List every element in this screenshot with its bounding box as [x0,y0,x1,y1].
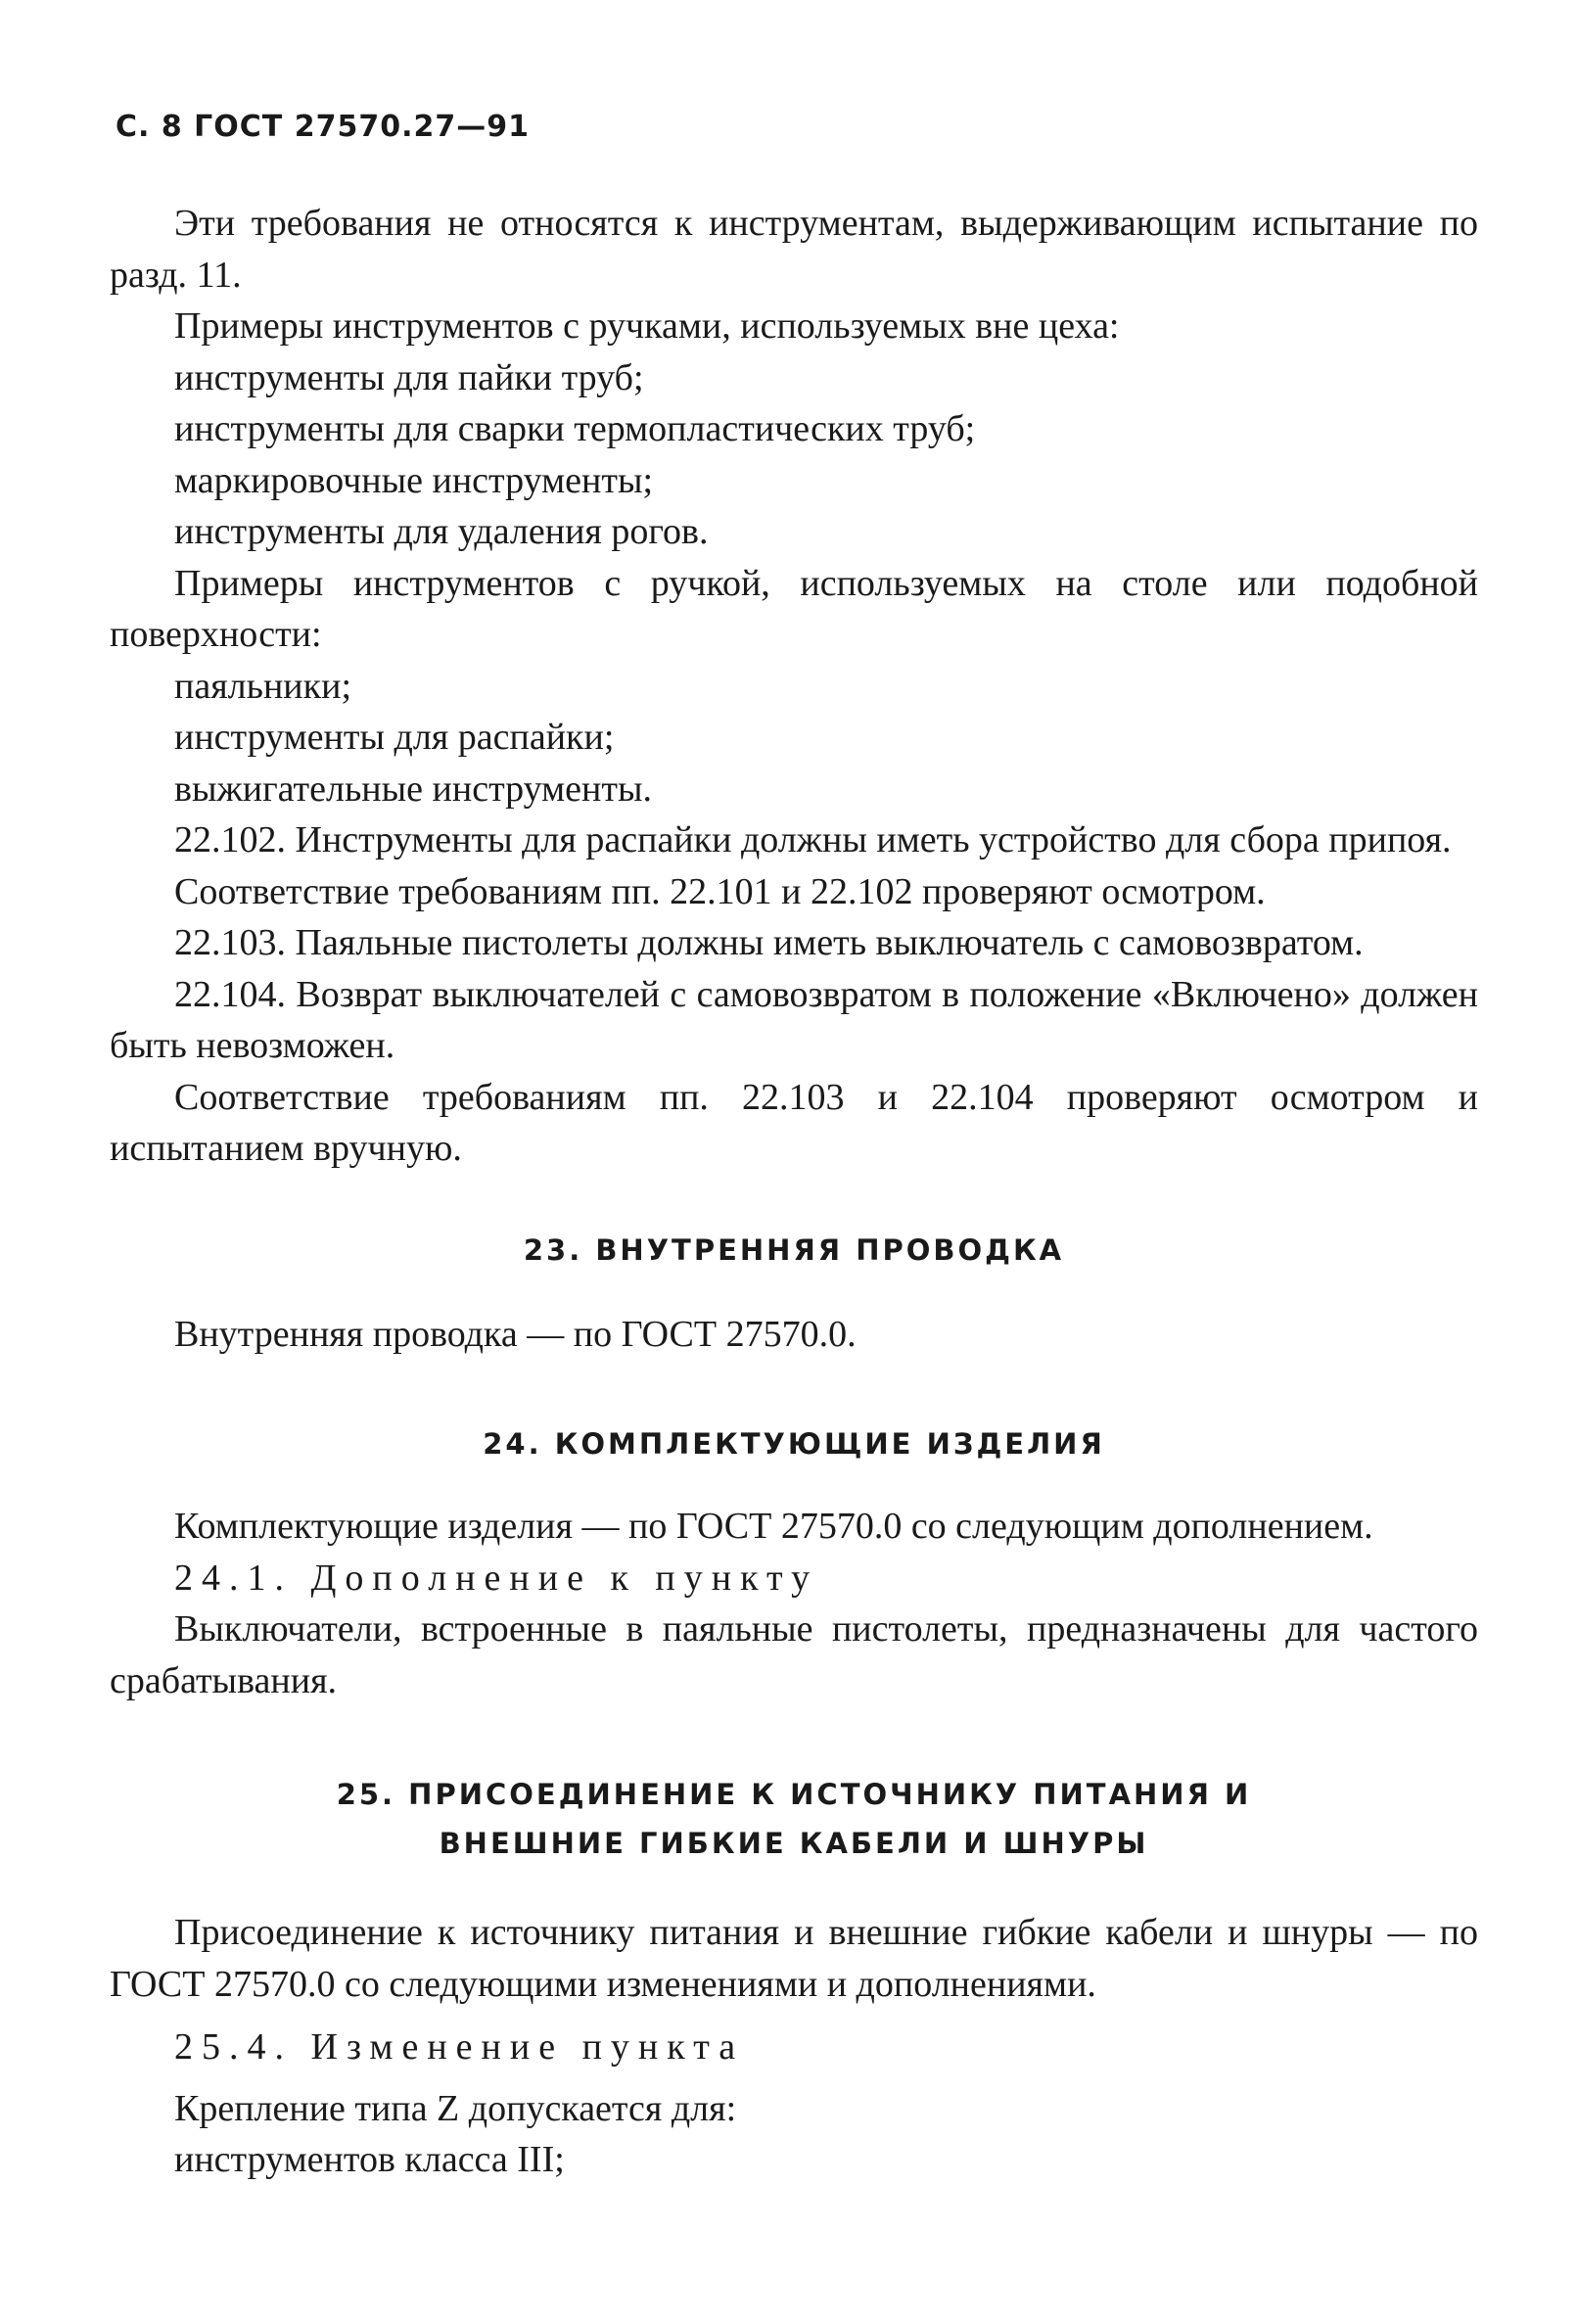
list-item: инструменты для пайки труб; [174,356,644,398]
list-item: инструменты для удаления рогов. [174,511,709,552]
paragraph: Внутренняя проводка — по ГОСТ 27570.0. [174,1314,857,1355]
paragraph-25-4-title: 25.4. Изменение пункта [174,2026,745,2068]
list-item: паяльники; [174,665,352,707]
heading-line: ВНЕШНИЕ ГИБКИЕ КАБЕЛИ И ШНУРЫ [439,1827,1149,1860]
text-block-section-23 [110,1309,1478,1361]
text-block-section-22 [110,198,1478,1175]
section-heading-23: 23. ВНУТРЕННЯЯ ПРОВОДКА [523,1233,1065,1267]
list-item: инструментов класса III; [174,2139,565,2180]
list-item: инструменты для распайки; [174,717,615,758]
paragraph-24-1-title: 24.1. Дополнение к пункту [174,1557,819,1599]
section-heading-25 [110,1770,1478,1868]
text-block-section-25 [110,1907,1478,2186]
paragraph: Соответствие требованиям пп. 22.101 и 22.102 проверяют осмотром. [174,870,1266,912]
list-item: Крепление типа Z допускается для: [174,2087,737,2129]
list-item: инструменты для сварки термопластических труб; [174,408,976,449]
heading-line: 25. ПРИСОЕДИНЕНИЕ К ИСТОЧНИКУ ПИТАНИЯ И [336,1778,1252,1811]
page-header: С. 8 ГОСТ 27570.27—91 [116,110,530,144]
paragraph-22-102: 22.102. Инструменты для распайки должны иметь устройство для сбора припоя. [174,819,1452,860]
paragraph: Комплектующие изделия — по ГОСТ 27570.0 со следующим дополнением. [174,1506,1373,1547]
paragraph: Выключатели, встроенные в паяльные пистолеты, предназначены для частого срабатывания. [110,1608,1478,1701]
paragraph: Эти требования не относятся к инструментам, выдерживающим испытание по разд. 11. [110,203,1478,296]
paragraph: Примеры инструментов с ручками, используемых вне цеха: [174,305,1120,347]
list-item: маркировочные инструменты; [174,459,654,501]
section-heading-24: 24. КОМПЛЕКТУЮЩИЕ ИЗДЕЛИЯ [483,1427,1105,1461]
paragraph-22-103: 22.103. Паяльные пистолеты должны иметь выключатель с самовозвратом. [174,922,1364,963]
list-item: выжигательные инструменты. [174,767,653,810]
paragraph: Присоединение к источнику питания и внешние гибкие кабели и шнуры — по ГОСТ 27570.0 со следующими изменениями и дополнениями. [110,1912,1478,2005]
paragraph: Примеры инструментов с ручкой, используемых на столе или подобной поверхности: [110,562,1478,655]
paragraph-22-104: 22.104. Возврат выключателей с самовозвратом в положение «Включено» должен быть невозможен. [110,973,1478,1066]
text-block-section-24 [110,1501,1478,1706]
paragraph: Соответствие требованиям пп. 22.103 и 22.104 проверяют осмотром и испытанием вручную. [110,1076,1478,1169]
